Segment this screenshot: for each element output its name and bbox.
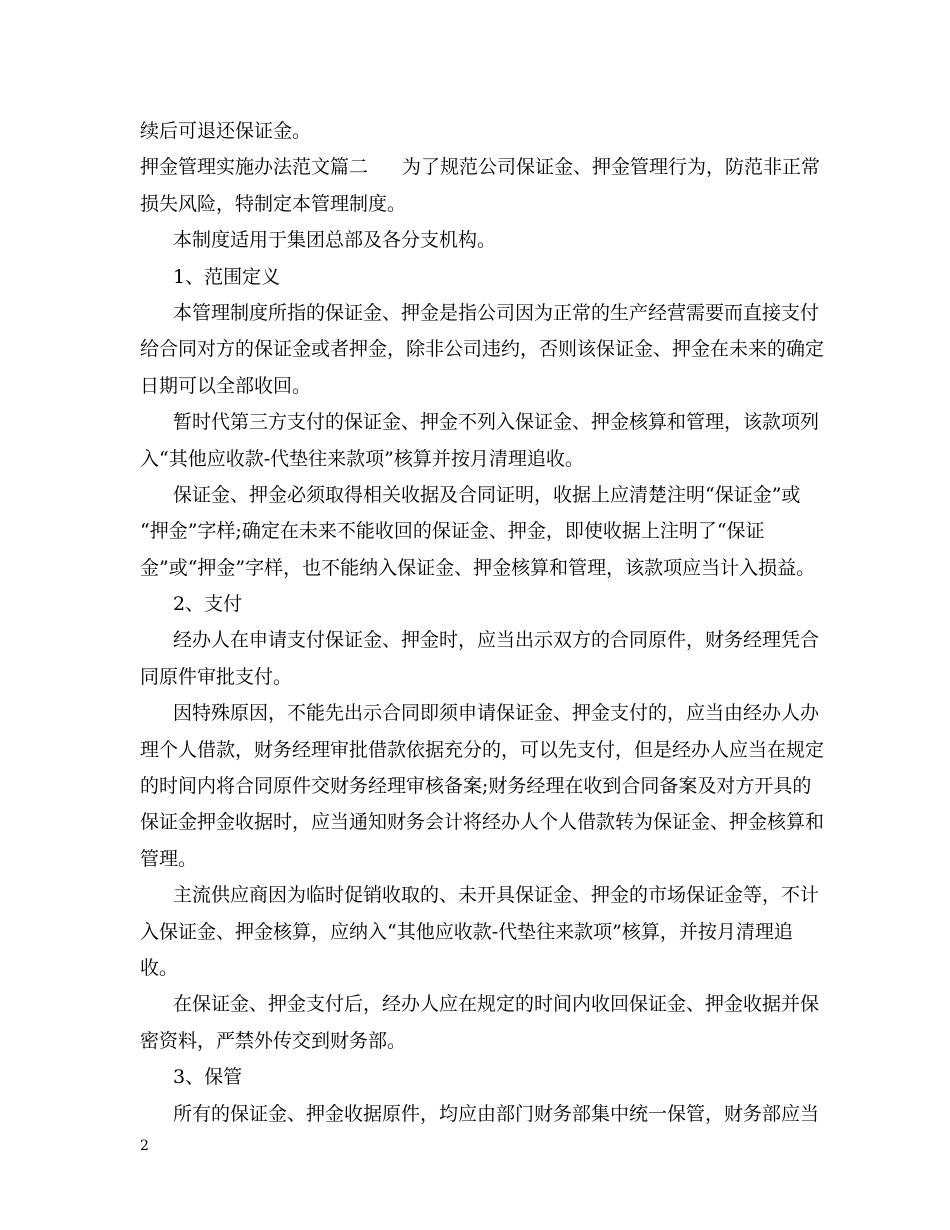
text-line	[140, 695, 820, 731]
text-line-content: 1、范围定义	[173, 265, 281, 288]
text-line-content: 金”或“押金”字样，也不能纳入保证金、押金核算和管理，该款项应当计入损益。	[140, 556, 816, 579]
text-line	[140, 950, 812, 986]
text-line	[140, 441, 812, 477]
text-line-content: 入保证金、押金核算，应纳入“其他应收款-代垫往来款项”核算，并按月清理追	[140, 920, 793, 943]
text-line	[140, 877, 820, 913]
text-line-content: 收。	[140, 956, 179, 979]
text-line-content: 本管理制度所指的保证金、押金是指公司因为正常的生产经营需要而直接支付	[173, 301, 820, 324]
text-line	[140, 986, 820, 1022]
text-line	[140, 331, 825, 367]
text-line	[140, 586, 812, 622]
text-line	[140, 368, 812, 404]
text-line	[140, 732, 825, 768]
text-line	[140, 186, 812, 222]
text-line	[140, 513, 812, 549]
text-line-content: 管理。	[140, 847, 198, 870]
text-line	[140, 477, 812, 513]
text-line-content: 押金管理实施办法范文篇二	[140, 156, 369, 179]
text-line	[140, 1096, 820, 1132]
text-line-content: 日期可以全部收回。	[140, 374, 312, 397]
text-line-content: 所有的保证金、押金收据原件，均应由部门财务部集中统一保管，财务部应当	[173, 1102, 820, 1125]
text-line-content: 同原件审批支付。	[140, 665, 293, 688]
text-line-content: 暂时代第三方支付的保证金、押金不列入保证金、押金核算和管理，该款项列	[173, 411, 820, 434]
text-line-content: 3、保管	[173, 1066, 243, 1089]
text-line-content: 主流供应商因为临时促销收取的、未开具保证金、押金的市场保证金等，不计	[173, 884, 820, 907]
text-line	[140, 149, 821, 185]
text-line	[140, 659, 812, 695]
text-line-content: 入“其他应收款-代垫往来款项”核算并按月清理追收。	[140, 447, 584, 470]
page-number: 2	[140, 1138, 149, 1154]
text-line-content: “押金”字样;确定在未来不能收回的保证金、押金，即使收据上注明了“保证	[140, 520, 765, 543]
text-line	[140, 1059, 812, 1095]
text-line	[140, 550, 816, 586]
text-line	[140, 295, 820, 331]
text-line-content: 续后可退还保证金。	[140, 120, 312, 142]
text-line	[140, 1023, 812, 1059]
text-line-content: 损失风险，特制定本管理制度。	[140, 192, 407, 215]
text-line-content: 因特殊原因，不能先出示合同即须申请保证金、押金支付的，应当由经办人办	[173, 702, 820, 725]
text-line	[140, 622, 820, 658]
text-line	[140, 768, 812, 804]
text-line	[140, 914, 812, 950]
text-line-content: 2、支付	[173, 593, 243, 616]
document-body	[140, 113, 825, 1132]
text-line	[140, 804, 825, 840]
text-line-content: 理个人借款，财务经理审批借款依据充分的，可以先支付，但是经办人应当在规定	[140, 738, 825, 761]
text-line	[140, 841, 812, 877]
text-line-content: 经办人在申请支付保证金、押金时，应当出示双方的合同原件，财务经理凭合	[173, 629, 820, 652]
text-line	[140, 259, 812, 295]
text-line	[140, 222, 812, 258]
text-line-content: 的时间内将合同原件交财务经理审核备案;财务经理在收到合同备案及对方开具的	[140, 775, 812, 798]
text-line-content: 保证金、押金必须取得相关收据及合同证明，收据上应清楚注明“保证金”或	[173, 483, 801, 506]
text-line-content: 保证金押金收据时，应当通知财务会计将经办人个人借款转为保证金、押金核算和	[140, 811, 825, 834]
text-line-content: 在保证金、押金支付后，经办人应在规定的时间内收回保证金、押金收据并保	[173, 993, 820, 1016]
text-line-content: 密资料，严禁外传交到财务部。	[140, 1029, 407, 1052]
text-line-content: 本制度适用于集团总部及各分支机构。	[173, 229, 497, 252]
text-line-continuation: 为了规范公司保证金、押金管理行为，防范非正常	[402, 156, 821, 179]
text-line	[140, 404, 820, 440]
text-line	[140, 113, 812, 149]
text-line-content: 给合同对方的保证金或者押金，除非公司违约，否则该保证金、押金在未来的确定	[140, 338, 825, 361]
